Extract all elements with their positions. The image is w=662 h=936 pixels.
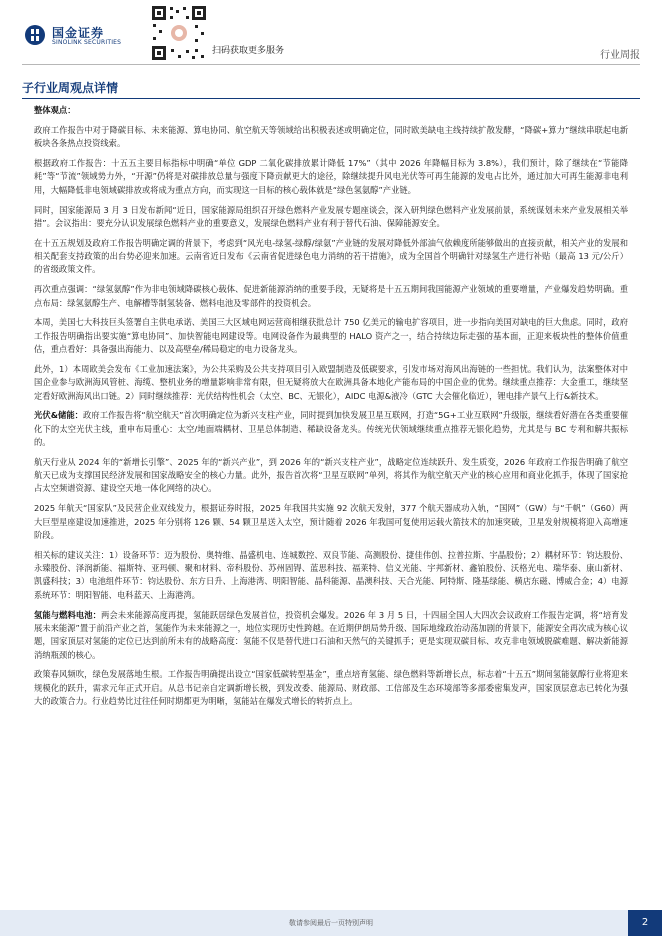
paragraph bbox=[34, 157, 628, 197]
paragraph-text: 政策春风频吹，绿色发展落地生根。工作报告明确提出设立“国家低碳转型基金”，重点培育氢能、绿色燃料等新增长点，标志着“十五五”期间氢能氨醇行业将迎来规模化的跃升，需求元年正式开启。从总书记亲自定调新增长极，到发改委、能源局、财政部、工信部及生态环境部等多部委密集发声，国家顶层意志已转化为强大的政策合力。行业趋势比过往任何时期都更为明晰，氢能站在爆发式增长的转折点上。 bbox=[34, 669, 628, 706]
qr-caption: 扫码获取更多服务 bbox=[212, 46, 285, 56]
paragraph bbox=[34, 316, 628, 356]
paragraph bbox=[34, 204, 628, 231]
page-footer bbox=[0, 910, 662, 936]
brand-name-cn: 国金证券 bbox=[52, 26, 105, 40]
sinolink-logo-icon bbox=[24, 24, 46, 46]
paragraph-text: 航天行业从 2024 年的“新增长引擎”、2025 年的“新兴产业”，到 2026 年的“新兴支柱产业”，战略定位连续跃升、发生质变，2026 年政府工作报告明确了航空航天已成为支撑国民经济发展和国家战略安全的核心力量。此外，报告首次将“卫星互联网”单列，将其作为航空航天产业的核心应用和商业化抓手，体现了国家抢占太空频谱资源、建设空天地一体化网络的决心。 bbox=[34, 456, 628, 494]
paragraph-text: 2025 年航天“国家队”及民营企业双线发力，根据证券时报，2025 年我国共实施 92 次航天发射，377 个航天器成功入轨，“国网”（GW）与“千帆”（G60）两大巨型星座建设加速推进，2025 年分别将 126 颗、54 颗卫星送入太空，预计随着 2026 年我国可复使用运载火箭技术的加速突破，卫星发射规模将迎入高增速阶段。 bbox=[34, 503, 628, 540]
paragraph-label: 光伏&储能： bbox=[34, 410, 84, 421]
paragraph-text: 同时，国家能源局 3 月 3 日发布新闻“近日，国家能源局组织召开绿色燃料产业发展专题座谈会，深入研判绿色燃料产业发展前景，系统谋划未来产业发展相关举措”。会议指出：要充分认识发展绿色燃料产业的重要意义，发展绿色燃料产业有利于替代石油、保障能源安全。 bbox=[34, 204, 628, 228]
page-number: 2 bbox=[628, 910, 662, 936]
title-divider bbox=[22, 98, 640, 99]
paragraph bbox=[34, 237, 628, 277]
paragraph-label: 整体观点： bbox=[34, 105, 76, 115]
report-body bbox=[34, 104, 628, 715]
paragraph-text: 政府工作报告中对于降碳目标、未来能源、算电协同、航空航天等领域给出积极表述或明确定位，同时欧美缺电主线持续扩散发酵，“降碳+算力”继续串联起电新板块各条热点投资线索。 bbox=[34, 124, 628, 149]
paragraph bbox=[34, 668, 628, 708]
paragraph-text: 根据政府工作报告：十五五主要目标指标中明确“单位 GDP 二氧化碳排放累计降低 17%”（其中 2026 年降幅目标为 3.8%），我们预计，除了继续在“节能降耗”等“节流”领域势力外，“开源”仍将是对碳排放总量与强度下降贡献更大的途径，除继续提升风电光伏等可再生能源的发电占比外，通过加大可再生能源非电利用，大幅降低非电领域碳排放或将成为重点方向，而实现这一目标的核心载体就是“绿色氢氨醇”产业链。 bbox=[34, 158, 628, 195]
paragraph-label: 氢能与燃料电池： bbox=[34, 609, 102, 620]
section-title: 子行业周观点详情 bbox=[22, 81, 119, 95]
page-header bbox=[0, 0, 662, 68]
qr-code-icon[interactable] bbox=[150, 4, 208, 62]
paragraph bbox=[34, 609, 628, 662]
paragraph-text: 相关标的建议关注：1）设备环节：迈为股份、奥特维、晶盛机电、连城数控、双良节能、高测股份、捷佳伟创、拉普拉斯、宇晶股份；2）耦材环节：钧达股份、永臻股份、泽润新能、福斯特、亚玛顿、聚和材料、帝科股份、苏州固锝、蓝思科技、福莱特、信义光能、宇邦新材、鑫铂股份、沃格光电、瑞华泰、康山新材、凯盛科技；3）电池组件环节：钧达股份、东方日升、上海港湾、明阳智能、晶科能源、晶澳科技、天合光能、阿特斯、隆基绿能、横店东磁、博威合金；4）电源系统环节：明阳智能、电科蓝天、上海港湾。 bbox=[34, 549, 628, 600]
paragraph-text: 两会未来能源高度再提，氢能跃居绿色发展首位，投资机会爆发。2026 年 3 月 5 日，十四届全国人大四次会议政府工作报告定调，将“培育发展未来能源”置于前沿产业之首，氢能作为未来能源之一，地位实现历史性跨越。在近期伊朗局势升级、国际地缘政治动荡加剧的背景下，能源安全再次成为核心议题，国家顶层对氢能的定位已达到前所未有的战略高度：氢能不仅是替代进口石油和天然气的关键抓手；更是实现双碳目标、攻克非电领域脱碳难题、解决新能源消纳瓶颈的核心。 bbox=[34, 609, 628, 660]
paragraph-text: 在十五五规划及政府工作报告明确定调的背景下，考虑到“风光电-绿氢-绿醇/绿氨”产业链的发展对降低外部油气依赖度所能够做出的直接贡献，相关产业的发展和相关配套支持政策的出台势必迎来加速。云南省近日发布《云南省促进绿色电力消纳的若干措施》，成为全国首个明确针对绿氢生产进行补贴（最高 13 元/公斤）的省级政策文件。 bbox=[34, 237, 628, 275]
paragraph bbox=[34, 363, 628, 403]
brand-logo bbox=[24, 22, 136, 52]
paragraph bbox=[34, 283, 628, 310]
footer-disclaimer: 敬请参阅最后一页特别声明 bbox=[289, 919, 373, 927]
header-divider bbox=[22, 64, 640, 65]
paragraph-text: 本周，美国七大科技巨头签署自主供电承诺、美国三大区域电网运营商相继获批总计 750 亿美元的输电扩容项目，进一步指向美国对缺电的巨大焦虑。同时，政府工作报告明确指出要实施“算电协同”、加快智能电网建设等。电网设备作为最典型的 HALO 资产之一，结合持续边际走强的基本面，正迎来板块性的整体价值重估，重点看好：具备强出海能力、以及高壁垒/稀局稳定的电力设备龙头。 bbox=[34, 317, 628, 355]
paragraph-text: 此外，1）本周欧美会发布《工业加速法案》，为公共采购及公共支持项目引入欧盟制造及低碳要求，引发市场对海风出海链的一些担忧。我们认为，法案整体对中国企业参与欧洲海风管桩、海缆、整机业务的增量影响非常有限，但无疑将放大在欧洲具备本地化产能布局的中国企业的优势。继续重点推荐：大金重工，继续坚定看好欧洲海风出口链。2）同时继续推荐：光伏结构性机会（太空、BC、无银化），AIDC 电源&液冷（GTC 大会催化临近），锂电排产景气上行&新技术。 bbox=[34, 363, 628, 401]
paragraph bbox=[34, 104, 628, 117]
report-type: 行业周报 bbox=[600, 50, 640, 61]
brand-name-en: SINOLINK SECURITIES bbox=[52, 39, 122, 46]
paragraph-text: 政府工作报告将“航空航天”首次明确定位为新兴支柱产业，同时提到加快发展卫星互联网，打造“5G+工业互联网”升级版，继续看好潜在各类重要催化下的太空光伏主线，重申布局重心：太空/地面端耦材、卫星总体制造、稀缺设备龙头。传统光伏领域继续重点推荐无银化趋势，尤其是与 BC 专利和解共振标的。 bbox=[34, 410, 628, 447]
paragraph bbox=[34, 124, 628, 151]
paragraph bbox=[34, 502, 628, 542]
paragraph bbox=[34, 549, 628, 602]
paragraph bbox=[34, 409, 628, 449]
paragraph bbox=[34, 456, 628, 496]
paragraph-text: 再次重点强调：“绿氢氨醇”作为非电领域降碳核心载体、促进新能源消纳的重要手段，无疑将是十五五期间我国能源产业领域的重要增量，产业爆发趋势明确。重点布局：绿氢氨醇生产、电解槽等制氢装备、燃料电池及零部件的投资机会。 bbox=[34, 284, 628, 308]
